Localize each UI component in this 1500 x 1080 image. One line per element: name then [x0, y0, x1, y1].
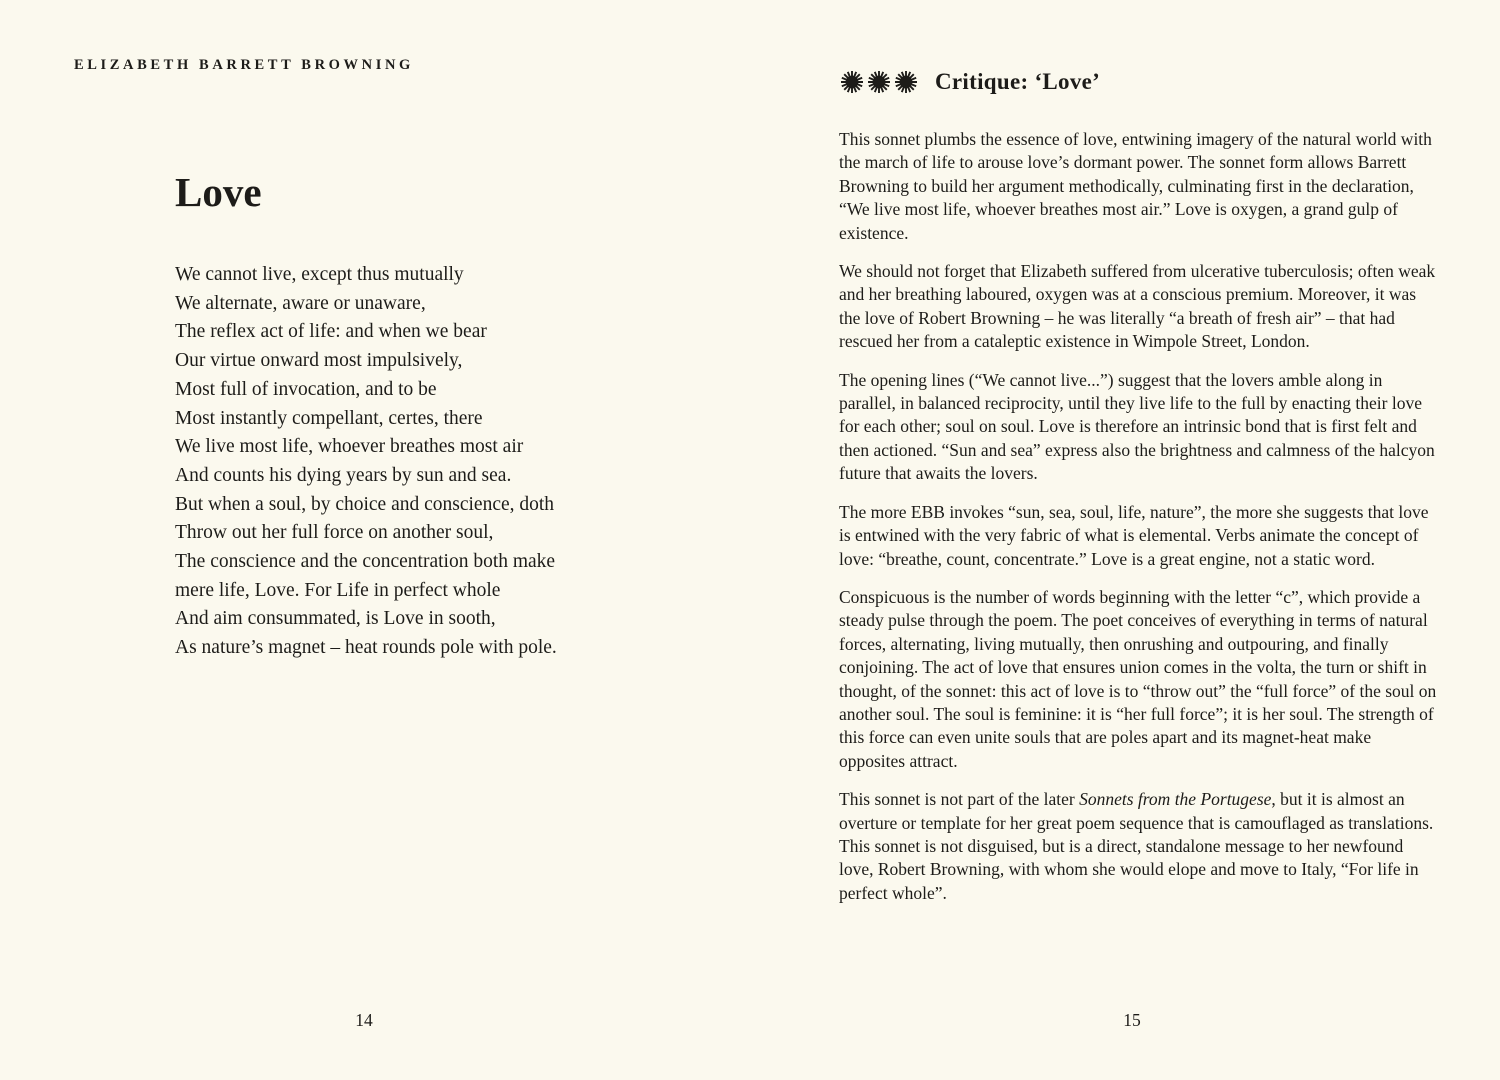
- poem-line: And aim consummated, is Love in sooth,: [175, 608, 496, 630]
- poem-line: As nature’s magnet – heat rounds pole with pole.: [175, 637, 557, 659]
- running-header-author: ELIZABETH BARRETT BROWNING: [74, 57, 414, 73]
- critique-paragraph: Conspicuous is the number of words beginning with the letter “c”, which provide a steady pulse through the poem. The poet conceives of everything in terms of natural forces, alternating, living mutually, then onrushing and outpouring, and finally conjoining. The act of love that ensures union comes in the volta, the turn or shift in thought, of the sonnet: this act of love is to “throw out” the “full force” of the soul on another soul. The soul is feminine: it is “her full force”; it is her soul. The strength of this force can even unite souls that are poles apart and its magnet-heat make opposites attract.: [839, 586, 1437, 771]
- poem-line: Our virtue onward most impulsively,: [175, 350, 463, 372]
- critique-paragraph: The opening lines (“We cannot live...”) suggest that the lovers amble along in parallel, in balanced reciprocity, until they live life to the full by enacting their love for each other; soul on soul. Love is therefore an intrinsic bond that is first felt and then actioned. “Sun and sea” express also the brightness and calmness of the halcyon future that awaits the lovers.: [839, 369, 1435, 484]
- poem-title: Love: [175, 169, 262, 215]
- poem-line: We live most life, whoever breathes most air: [175, 436, 524, 458]
- critique-paragraph: We should not forget that Elizabeth suffered from ulcerative tuberculosis; often weak and her breathing laboured, oxygen was at a conscious premium. Moreover, it was the love of Robert Browning – he was literally “a breath of fresh air” – that had rescued her from a cataleptic existence in Wimpole Street, London.: [839, 261, 1436, 352]
- page-number-right: 15: [1123, 1010, 1141, 1030]
- book-title-italic: Sonnets from the Portugese: [1079, 789, 1272, 810]
- final-paragraph-text-after: , but it is almost an overture or template for her great poem sequence that is camouflaged as translations. This sonnet is not disguised, but is a direct, standalone message to her newfound love, Robert Browning, with whom she would elope and move to Italy, “For life in perfect whole”.: [839, 789, 1434, 903]
- critique-paragraph: The more EBB invokes “sun, sea, soul, life, nature”, the more she suggests that love is entwined with the very fabric of what is elemental. Verbs animate the concept of love: “breathe, count, concentrate.” Love is a great engine, not a static word.: [839, 501, 1429, 569]
- poem-line: Most instantly compellant, certes, there: [175, 407, 483, 429]
- poem-line: The conscience and the concentration both make: [175, 551, 556, 573]
- final-paragraph-text-before: This sonnet is not part of the later: [839, 789, 1080, 810]
- poem-line: The reflex act of life: and when we bear: [175, 321, 487, 343]
- starburst-icon: [867, 70, 891, 94]
- poem-line: But when a soul, by choice and conscience, doth: [175, 493, 555, 515]
- poem-line: mere life, Love. For Life in perfect whole: [175, 579, 501, 601]
- poem-text: [175, 261, 557, 663]
- critique-paragraph: [839, 788, 1437, 905]
- critique-heading: [840, 69, 1100, 95]
- heading-ornaments: [840, 70, 918, 94]
- poem-line: We alternate, aware or unaware,: [175, 292, 426, 314]
- page-number-left: 14: [355, 1010, 373, 1030]
- poem-line: And counts his dying years by sun and sea.: [175, 464, 512, 486]
- starburst-icon: [840, 70, 864, 94]
- starburst-icon: [894, 70, 918, 94]
- poem-line: Throw out her full force on another soul,: [175, 522, 494, 544]
- critique-body: [839, 128, 1437, 905]
- poem-line: Most full of invocation, and to be: [175, 378, 437, 400]
- critique-paragraph: This sonnet plumbs the essence of love, entwining imagery of the natural world with the march of life to arouse love’s dormant power. The sonnet form allows Barrett Browning to build her argument methodically, culminating first in the declaration, “We live most life, whoever breathes most air.” Love is oxygen, a grand gulp of existence.: [839, 129, 1432, 243]
- critique-heading-label: Critique: ‘Love’: [935, 69, 1101, 94]
- poem-line: We cannot live, except thus mutually: [175, 264, 464, 285]
